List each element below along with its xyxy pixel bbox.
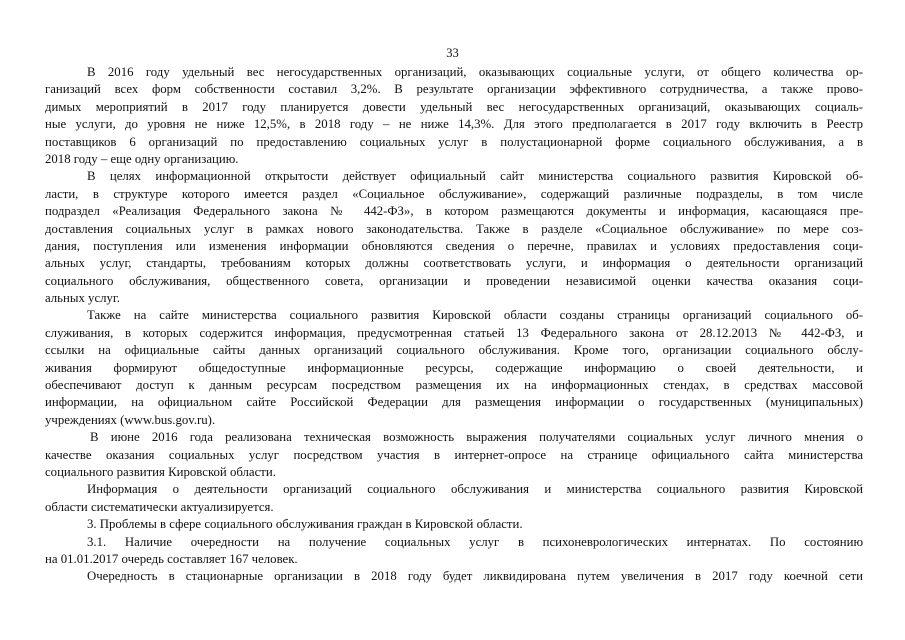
text-line: димых мероприятий в 2017 году планируется довести удельный вес негосударственных организаций, оказывающих социаль- bbox=[45, 99, 863, 114]
text-line: Очередность в стационарные организации в 2018 году будет ликвидирована путем увеличения в 2017 году коечной сети bbox=[87, 569, 863, 584]
text-line: Также на сайте министерства социального развития Кировской области созданы страницы организаций социального об- bbox=[87, 308, 863, 323]
text-line: социального обслуживания, общественного совета, организации и проведении независимой оценки качества оказания соци- bbox=[45, 273, 863, 288]
text-line: 3. Проблемы в сфере социального обслуживания граждан в Кировской области. bbox=[87, 517, 523, 532]
text-line: В 2016 году удельный вес негосударственных организаций, оказывающих социальные услуги, от общего количества ор- bbox=[87, 65, 863, 79]
text-line: альных услуг, стандарты, требованиям которых должны соответствовать услуги, и информация о деятельности организаций bbox=[45, 256, 863, 271]
text-line: Информация о деятельности организаций социального обслуживания и министерства социального развития Кировской bbox=[87, 482, 863, 497]
text-line: на 01.01.2017 очередь составляет 167 человек. bbox=[45, 551, 298, 566]
text-line: социального развития Кировской области. bbox=[45, 464, 276, 479]
text-line: учреждениях (www.bus.gov.ru). bbox=[45, 412, 216, 427]
text-line: качестве оказания социальных услуг посредством участия в интернет-опросе на странице официального сайта министерства bbox=[45, 447, 863, 462]
text-line: области систематически актуализируется. bbox=[45, 499, 274, 514]
text-line: ссылки на официальные сайты данных организаций социального обслуживания. Кроме того, организации социального обслу- bbox=[45, 343, 863, 358]
text-line: ганизаций всех форм собственности составил 3,2%. В результате организации эффективного сотрудничества, а также прово- bbox=[45, 82, 863, 97]
text-line: В июне 2016 года реализована техническая возможность выражения получателями социальных услуг личного мнения о bbox=[90, 430, 863, 445]
text-line: обеспечивают доступ к данным ресурсам посредством размещения их на информационных стендах, в средствах массовой bbox=[45, 378, 863, 393]
text-line: 2018 году – еще одну организацию. bbox=[45, 151, 239, 166]
page-number: 33 bbox=[446, 46, 459, 60]
text-line: ласти, в структуре которого имеется раздел «Социальное обслуживание», содержащий различные подразделы, в том числе bbox=[45, 186, 863, 201]
text-line: подраздел «Реализация Федерального закона № 442-ФЗ», в котором размещаются документы и информация, касающаяся пре- bbox=[45, 204, 863, 219]
text-line: доставления социальных услуг в рамках нового законодательства. Также в разделе «Социальное обслуживание» по мере соз- bbox=[45, 221, 863, 236]
document-body bbox=[45, 64, 863, 586]
text-line: живания формируют общедоступные информационные ресурсы, содержащие информацию о своей деятельности, и bbox=[45, 360, 863, 375]
text-line: В целях информационной открытости действует официальный сайт министерства социального развития Кировской об- bbox=[87, 169, 863, 184]
text-line: поставщиков 6 организаций по предоставлению социальных услуг в полустационарной форме социального обслуживания, а в bbox=[45, 134, 863, 149]
text-line: альных услуг. bbox=[45, 291, 120, 306]
text-line: 3.1. Наличие очередности на получение социальных услуг в психоневрологических интернатах. По состоянию bbox=[87, 534, 863, 549]
text-line: информации, на официальном сайте Российской Федерации для размещения информации о государственных (муниципальных) bbox=[45, 395, 863, 410]
text-line: ные услуги, до уровня не ниже 12,5%, в 2018 году – не ниже 14,3%. Для этого предполагается в 2017 году включить в Реестр bbox=[45, 117, 863, 132]
text-line: дания, поступления или изменения информации обновляются сведения о перечне, правилах и условиях предоставления соци- bbox=[45, 238, 863, 253]
text-line: служивания, в которых содержится информация, предусмотренная статьей 13 Федерального закона от 28.12.2013 № 442-ФЗ, и bbox=[45, 325, 863, 340]
